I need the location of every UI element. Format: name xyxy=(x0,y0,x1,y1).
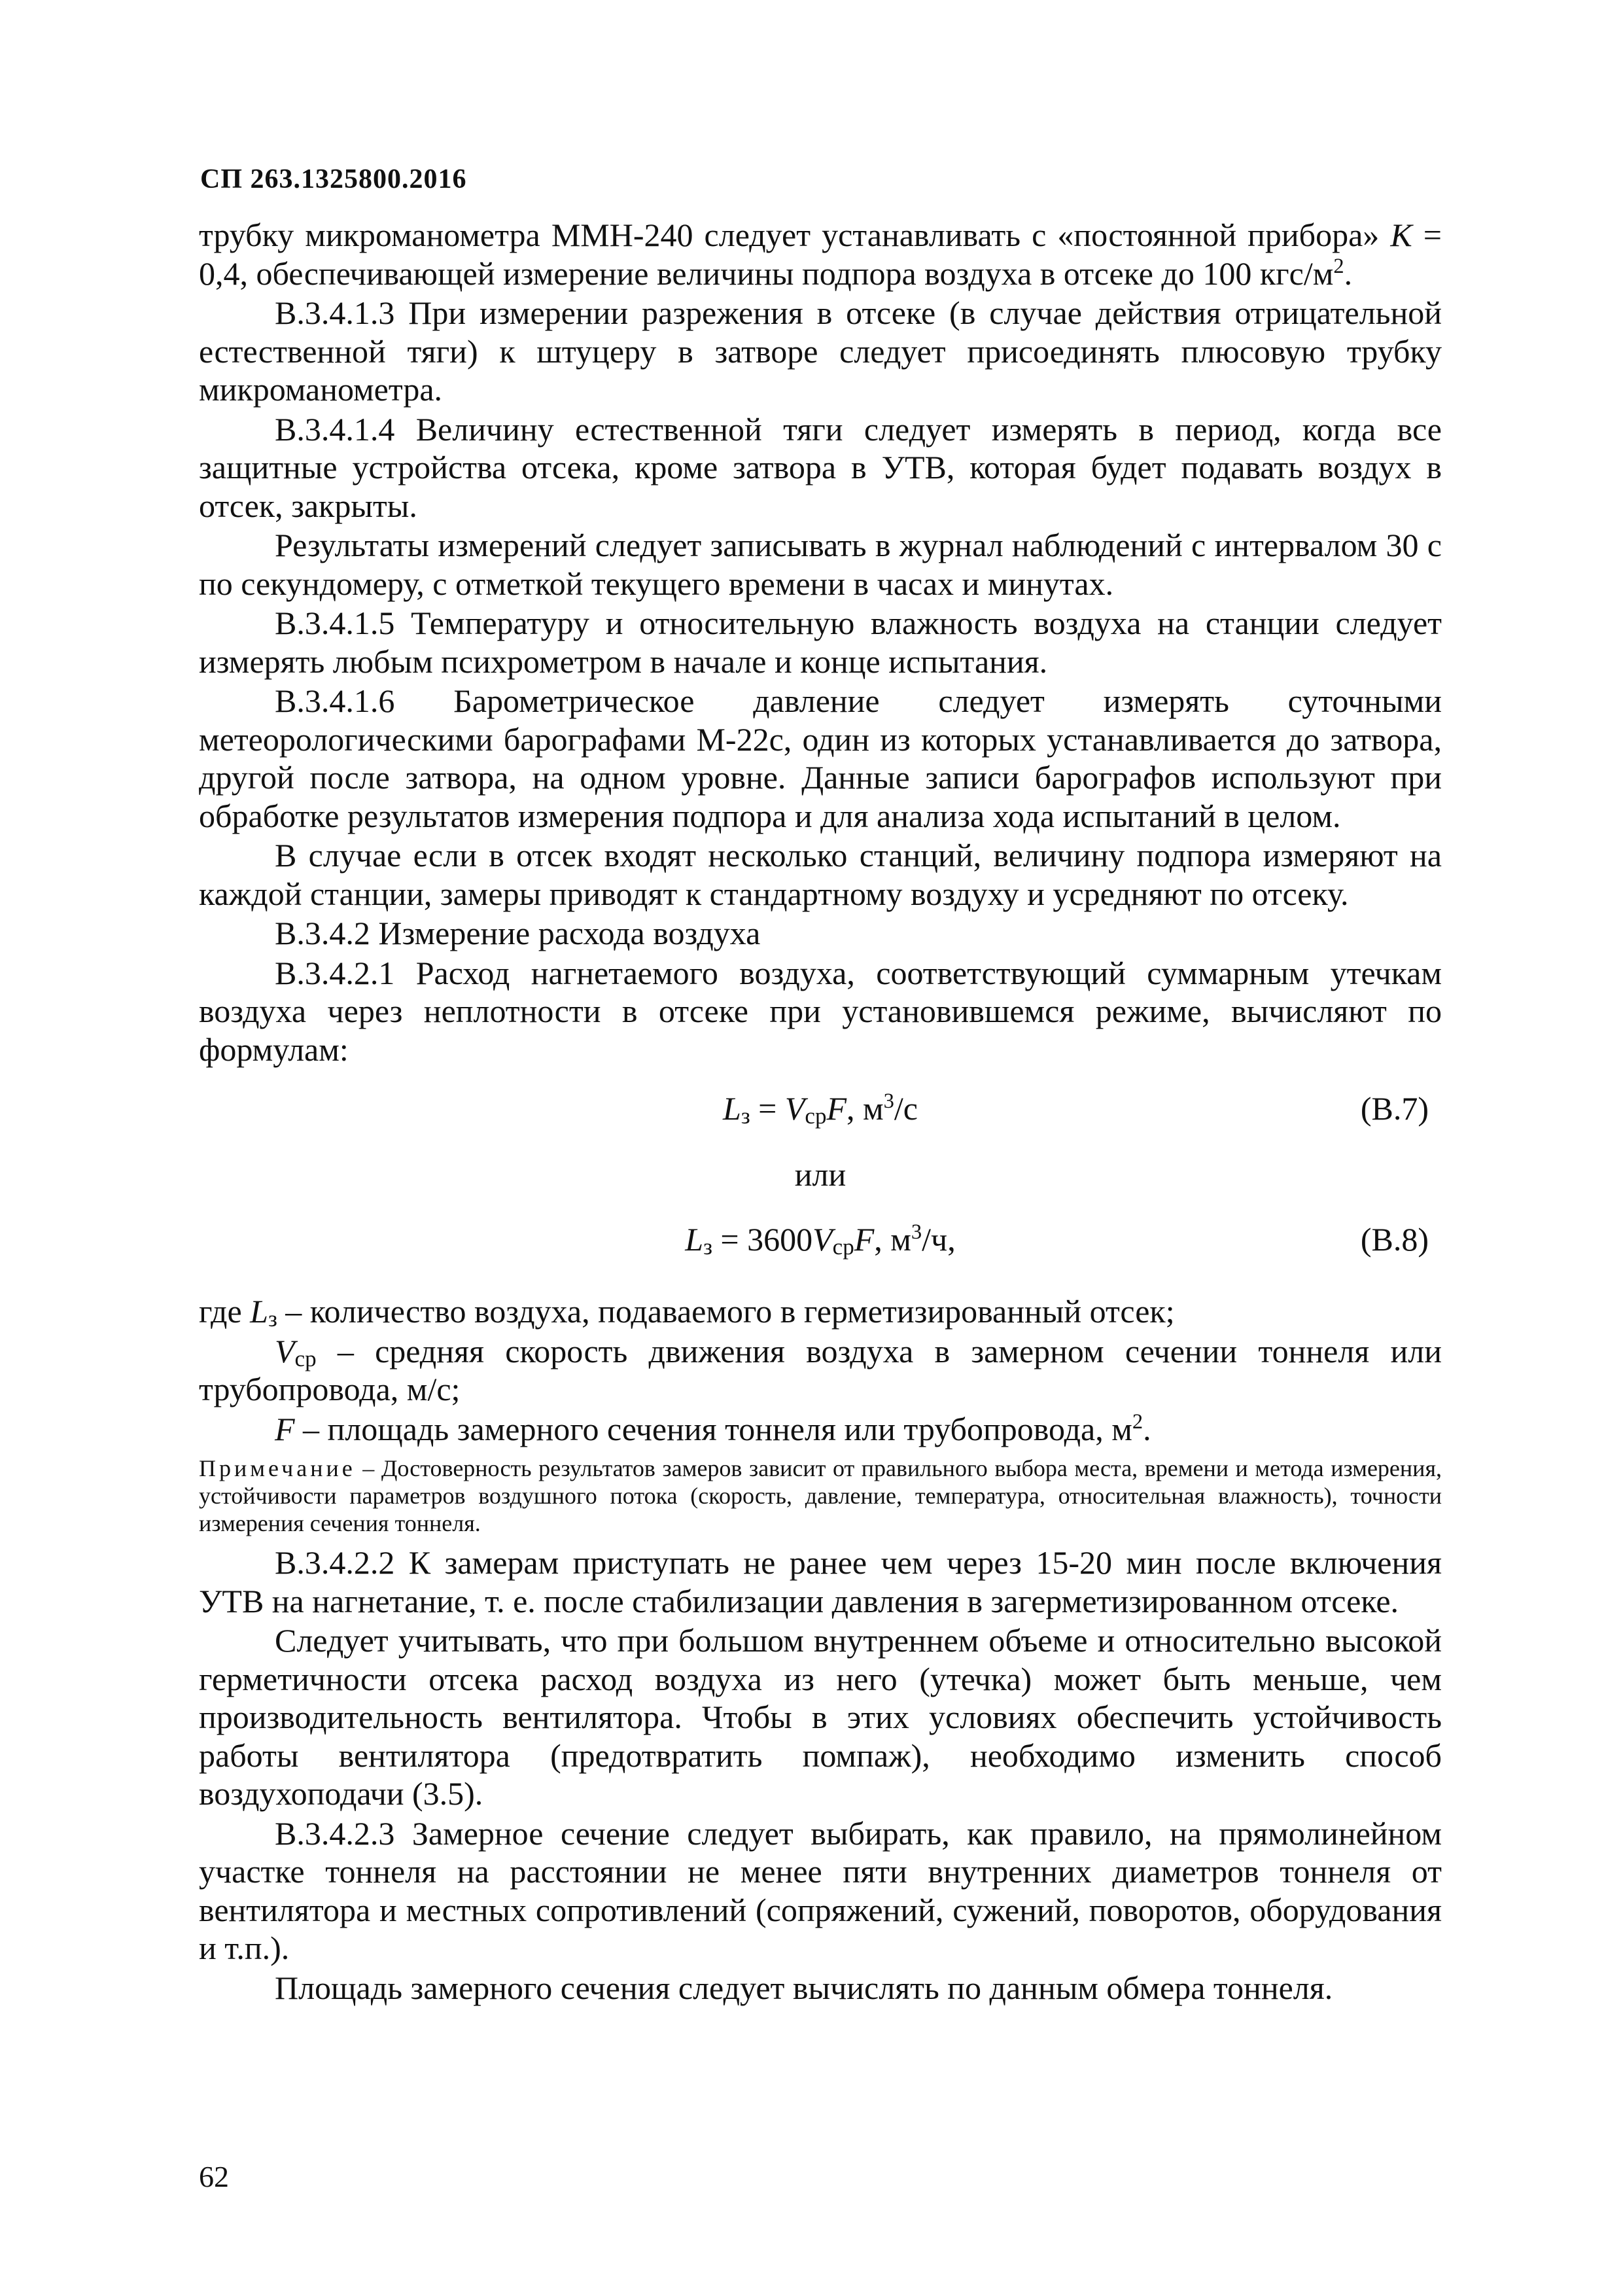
subscript: з xyxy=(268,1306,277,1332)
symbol-f: F xyxy=(275,1410,295,1447)
superscript: 3 xyxy=(911,1220,922,1244)
symbol-v: V xyxy=(812,1221,833,1258)
paragraph-pompage: Следует учитывать, что при большом внутреннем объеме и относительно высокой герметичности отсека расход воздуха из него (утечка) может быть меньше, чем производительность вентилятора. Чтобы в этих условиях обеспечить устойчивость работы вентилятора (предотвратить помпаж), необходимо изменить способ воздухоподачи (3.5). xyxy=(199,1622,1442,1812)
formula-unit: , м xyxy=(874,1221,911,1258)
subscript: з xyxy=(703,1234,712,1260)
equation-number: (В.8) xyxy=(1360,1221,1429,1258)
superscript: 2 xyxy=(1132,1409,1143,1434)
paragraph-text: . xyxy=(1344,255,1353,292)
symbol-v: V xyxy=(275,1332,295,1369)
symbol-f: F xyxy=(854,1221,875,1258)
formula-unit: , м xyxy=(846,1090,884,1127)
definition-v xyxy=(199,1332,1442,1409)
formula-operator: = 3600 xyxy=(712,1221,813,1258)
document-body xyxy=(199,216,1442,2008)
paragraph-b3423: В.3.4.2.3 Замерное сечение следует выбирать, как правило, на прямолинейном участке тоннеля на расстоянии не менее пяти внутренних диаметров тоннеля от вентилятора и местных сопротивлений (сопряжений, сужений, поворотов, оборудования и т.п.). xyxy=(199,1814,1442,1966)
note-label: Примечание xyxy=(199,1455,356,1481)
symbol-l: L xyxy=(685,1221,704,1258)
note xyxy=(199,1455,1442,1537)
formula-b7 xyxy=(199,1070,1442,1148)
paragraph-b3422: В.3.4.2.2 К замерам приступать не ранее чем через 15-20 мин после включения УТВ на нагнетание, т. е. после стабилизации давления в загерметизированном отсеке. xyxy=(199,1544,1442,1619)
formula-or: или xyxy=(794,1156,846,1193)
paragraph-b3413: В.3.4.1.3 При измерении разрежения в отсеке (в случае действия отрицательной естественной тяги) к штуцеру в затворе следует присоединять плюсовую трубку микроманометра. xyxy=(199,294,1442,408)
definition-text: – средняя скорость движения воздуха в замерном сечении тоннеля или трубопровода, м/с; xyxy=(199,1332,1442,1407)
symbol-l: L xyxy=(250,1293,268,1330)
paragraph-b3421: В.3.4.2.1 Расход нагнетаемого воздуха, соответствующий суммарным утечкам воздуха через неплотности в отсеке при установившемся режиме, вычисляют по формулам: xyxy=(199,954,1442,1068)
definitions xyxy=(199,1292,1442,1448)
symbol-f: F xyxy=(826,1090,846,1127)
paragraph-continuation xyxy=(199,216,1442,292)
formula-expression xyxy=(199,1089,1442,1128)
paragraph-b3414: В.3.4.1.4 Величину естественной тяги следует измерять в период, когда все защитные устройства отсека, кроме затвора в УТВ, которая будет подавать воздух в отсек, закрыты. xyxy=(199,410,1442,524)
definition-f xyxy=(199,1410,1442,1449)
formula-b8 xyxy=(199,1220,1442,1292)
note-text: – Достоверность результатов замеров зависит от правильного выбора места, времени и метода измерения, устойчивости параметров воздушного потока (скорость, давление, температура, относительная влажность), точности измерения сечения тоннеля. xyxy=(199,1455,1442,1536)
definition-text: . xyxy=(1143,1410,1151,1447)
definition-l xyxy=(199,1292,1442,1331)
formula-expression xyxy=(199,1220,1442,1259)
subscript: ср xyxy=(832,1234,854,1260)
definition-text: – площадь замерного сечения тоннеля или трубопровода, м xyxy=(294,1410,1132,1447)
paragraph-area: Площадь замерного сечения следует вычислять по данным обмера тоннеля. xyxy=(275,1969,1333,2006)
definition-text: где xyxy=(199,1293,251,1330)
formula-unit: /с xyxy=(894,1090,918,1127)
section-heading-b342: В.3.4.2 Измерение расхода воздуха xyxy=(275,915,761,951)
symbol-l: L xyxy=(723,1090,741,1127)
paragraph-stations: В случае если в отсек входят несколько станций, величину подпора измеряют на каждой станции, замеры приводят к стандартному воздуху и усредняют по отсеку. xyxy=(199,837,1442,912)
subscript: з xyxy=(741,1103,750,1129)
page-number: 62 xyxy=(199,2160,229,2193)
symbol-v: V xyxy=(784,1090,805,1127)
superscript: 3 xyxy=(883,1089,894,1113)
equation-number: (В.7) xyxy=(1360,1090,1429,1127)
symbol-k: K xyxy=(1390,217,1412,253)
superscript: 2 xyxy=(1333,254,1344,278)
document-code-header: СП 263.1325800.2016 xyxy=(200,164,467,194)
paragraph-results: Результаты измерений следует записывать в журнал наблюдений с интервалом 30 с по секундомеру, с отметкой текущего времени в часах и минутах. xyxy=(199,527,1442,602)
definition-text: – количество воздуха, подаваемого в герметизированный отсек; xyxy=(277,1293,1175,1330)
paragraph-b3416: В.3.4.1.6 Барометрическое давление следует измерять суточными метеорологическими барографами М-22с, один из которых устанавливается до затвора, другой после затвора, на одном уровне. Данные записи барографов используют при обработке результатов измерения подпора и для анализа хода испытаний в целом. xyxy=(199,682,1442,834)
formula-unit: /ч, xyxy=(922,1221,956,1258)
subscript: ср xyxy=(805,1103,827,1129)
formula-operator: = xyxy=(750,1090,785,1127)
paragraph-text: трубку микроманометра ММН-240 следует устанавливать с «постоянной прибора» xyxy=(199,217,1391,253)
subscript: ср xyxy=(294,1345,317,1371)
paragraph-text: = 0,4, обеспечивающей измерение величины подпора воздуха в отсеке до 100 кгс/м xyxy=(199,217,1442,292)
paragraph-b3415: В.3.4.1.5 Температуру и относительную влажность воздуха на станции следует измерять любым психрометром в начале и конце испытания. xyxy=(199,605,1442,680)
